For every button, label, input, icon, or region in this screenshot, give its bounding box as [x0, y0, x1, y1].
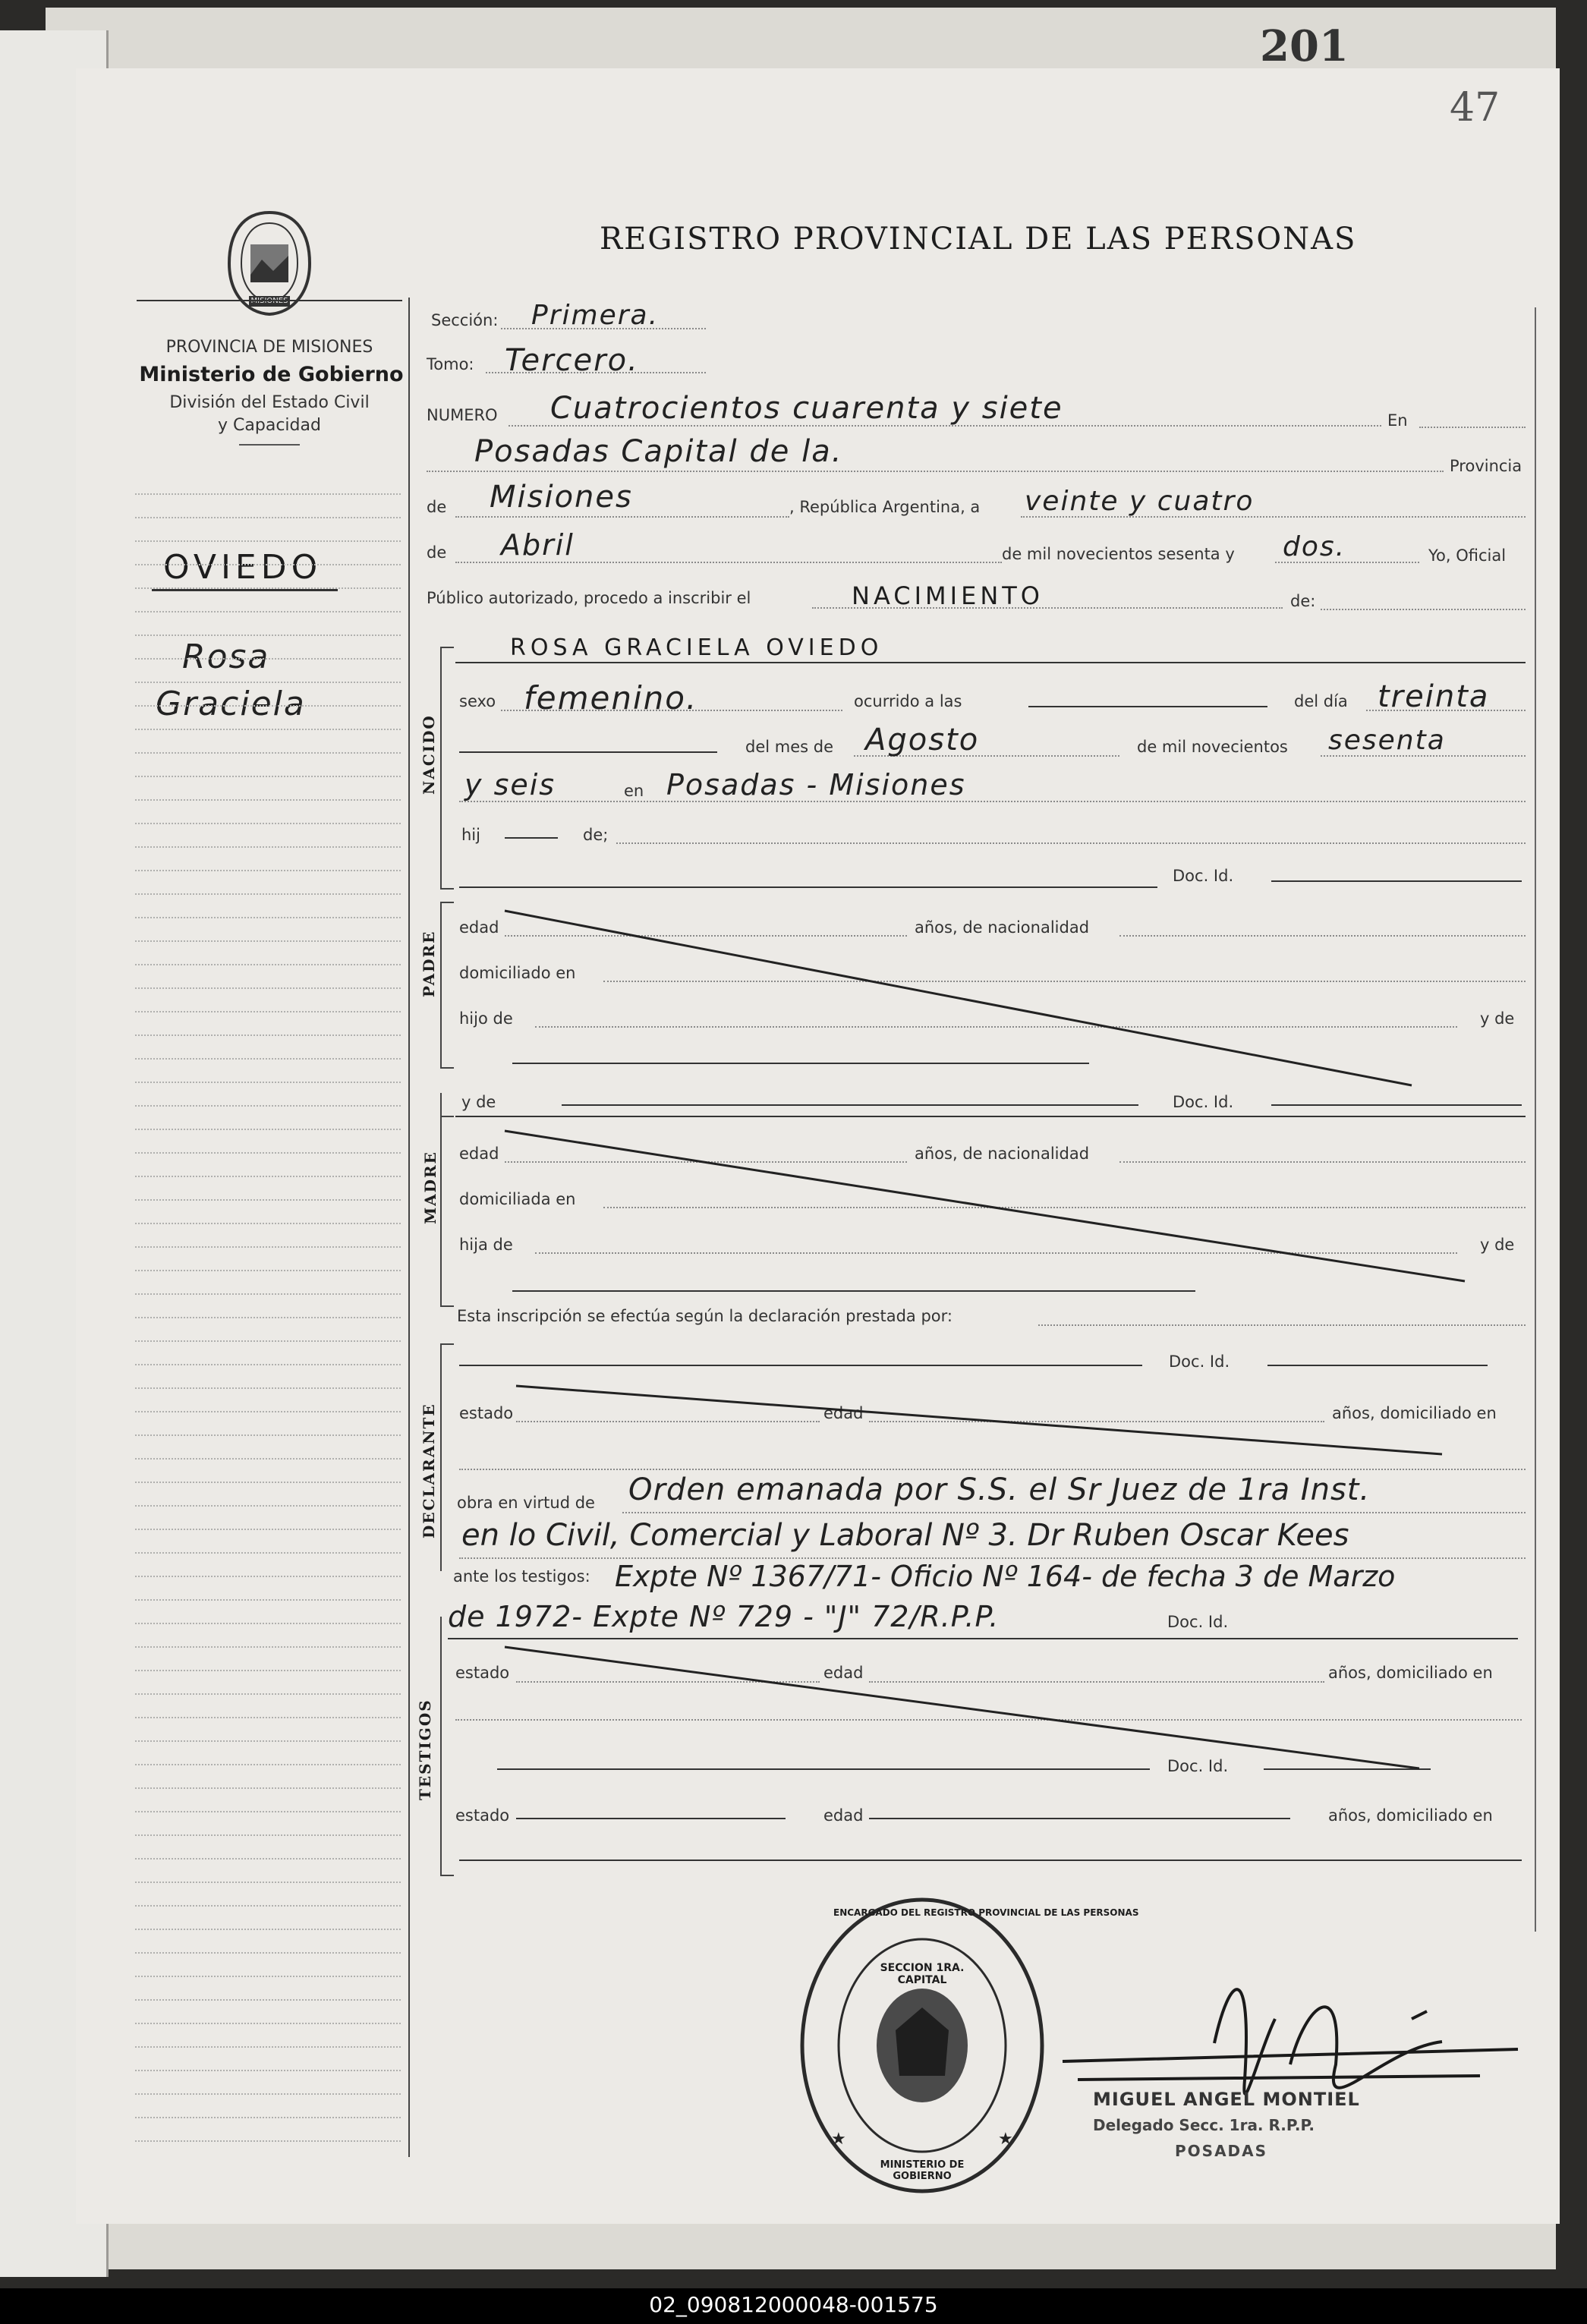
madre-edad-label: edad [459, 1145, 499, 1163]
testigos-estado2-label: estado [455, 1806, 510, 1825]
testigos-intro: ante los testigos: [453, 1567, 590, 1586]
mes-value: Agosto [865, 723, 980, 757]
seal-ring-text: ENCARGADO DEL REGISTRO PROVINCIAL DE LAS PERSONAS [833, 1907, 1139, 1918]
given-name-2: Graciela [156, 685, 306, 723]
hij-de-label: de; [583, 826, 609, 844]
padre-yde-label: y de [1480, 1009, 1515, 1028]
hij-label: hij [461, 826, 480, 844]
madre-dom-label: domiciliada en [459, 1190, 576, 1208]
tomo-value: Tercero. [505, 343, 639, 378]
mes-label: del mes de [745, 738, 834, 756]
padre-section-label: PADRE [420, 930, 438, 997]
nacido-en-label: en [624, 782, 644, 800]
padre-yde2-label: y de [461, 1093, 496, 1111]
sexo-value: femenino. [524, 679, 698, 716]
top-page-number: 201 [1260, 21, 1349, 71]
provincia-label: Provincia [1450, 457, 1522, 475]
testigos-dom2-label: años, domiciliado en [1328, 1806, 1493, 1825]
madre-yde-label: y de [1480, 1236, 1515, 1254]
crest-label: MISIONES [250, 297, 288, 305]
declarante-intro: Esta inscripción se efectúa según la declaración prestada por: [457, 1307, 953, 1325]
seccion-label: Sección: [431, 311, 499, 329]
act-value: NACIMIENTO [852, 581, 1044, 610]
madre-hija-label: hija de [459, 1236, 513, 1254]
svg-text:★: ★ [998, 2130, 1013, 2149]
madre-nac-label: años, de nacionalidad [915, 1145, 1090, 1163]
padre-hijo-label: hijo de [459, 1009, 513, 1028]
footer-caption: 02_090812000048-001575 [649, 2292, 938, 2317]
testigos-doc-label: Doc. Id. [1167, 1757, 1229, 1775]
declarante-doc-label: Doc. Id. [1169, 1353, 1230, 1371]
sexo-label: sexo [459, 692, 496, 710]
oficial-label: Yo, Oficial [1428, 546, 1507, 565]
dia-value: treinta [1378, 679, 1490, 714]
seccion-value: Primera. [531, 300, 660, 331]
anio-value: sesenta [1328, 725, 1446, 756]
padre-doc-label: Doc. Id. [1173, 1093, 1234, 1111]
signatory-role: Delegado Secc. 1ra. R.P.P. [1093, 2116, 1315, 2134]
obra-line-3: Expte Nº 1367/71- Oficio Nº 164- de fecha 3 de Marzo [615, 1560, 1396, 1593]
obra-line-2: en lo Civil, Comercial y Laboral Nº 3. Dr Ruben Oscar Kees [461, 1518, 1349, 1553]
numero-label: NUMERO [427, 406, 498, 424]
folio-number: 47 [1450, 85, 1500, 131]
padre-dom-label: domiciliado en [459, 964, 576, 982]
svg-text:★: ★ [831, 2130, 846, 2149]
anio2-value: y seis [464, 768, 556, 801]
numero-value: Cuatrocientos cuarenta y siete [550, 391, 1063, 426]
declarante-dom-label: años, domiciliado en [1332, 1404, 1497, 1422]
official-seal-stamp [797, 1894, 1139, 2197]
del-dia-label: del día [1294, 692, 1348, 710]
publico-label: Público autorizado, procedo a inscribir el [427, 589, 751, 607]
padre-edad-label: edad [459, 918, 499, 937]
ocurrido-label: ocurrido a las [854, 692, 962, 710]
seal-inner-text: SECCION 1RA. CAPITAL [880, 1962, 965, 1986]
nacido-doc-label: Doc. Id. [1173, 867, 1234, 885]
given-name-1: Rosa [182, 638, 270, 676]
declarante-section-label: DECLARANTE [420, 1403, 438, 1538]
de-label-1: de [427, 498, 447, 516]
madre-section-label: MADRE [421, 1151, 439, 1224]
de3-label: de: [1290, 592, 1316, 610]
obra-line-1: Orden emanada por S.S. el Sr Juez de 1ra Inst. [628, 1472, 1371, 1507]
division-label-1: División del Estado Civil [169, 393, 370, 412]
mil-label: de mil novecientos [1137, 738, 1288, 756]
year-value: dos. [1283, 531, 1346, 562]
province-label: PROVINCIA DE MISIONES [165, 338, 373, 357]
seal-bottom-text: MINISTERIO DE GOBIERNO [880, 2159, 965, 2182]
signatory-city: POSADAS [1175, 2142, 1268, 2160]
lugar-value: Posadas - Misiones [666, 768, 966, 801]
testigos-edad2-label: edad [823, 1806, 864, 1825]
testigos-edad-label: edad [823, 1664, 864, 1682]
month-value: Abril [501, 528, 575, 562]
province-value: Misiones [490, 480, 633, 515]
declarante-doc2-label: Doc. Id. [1167, 1613, 1229, 1631]
document-title: REGISTRO PROVINCIAL DE LAS PERSONAS [600, 222, 1357, 257]
obra-line-4: de 1972- Expte Nº 729 - "J" 72/R.P.P. [448, 1600, 1000, 1633]
testigos-dom-label: años, domiciliado en [1328, 1664, 1493, 1682]
declarante-estado-label: estado [459, 1404, 514, 1422]
en-label: En [1387, 411, 1408, 430]
tomo-label: Tomo: [427, 355, 474, 373]
padre-nac-label: años, de nacionalidad [915, 918, 1090, 937]
surname-value: OVIEDO [163, 548, 323, 587]
day-value: veinte y cuatro [1025, 486, 1255, 517]
testigos-estado-label: estado [455, 1664, 510, 1682]
republica-label: , República Argentina, a [789, 498, 981, 516]
nacido-name-value: ROSA GRACIELA OVIEDO [510, 635, 883, 661]
signatory-name: MIGUEL ANGEL MONTIEL [1093, 2089, 1360, 2110]
year-label: de mil novecientos sesenta y [1002, 545, 1235, 563]
testigos-section-label: TESTIGOS [416, 1699, 434, 1800]
division-label-2: y Capacidad [218, 416, 321, 435]
nacido-section-label: NACIDO [420, 714, 438, 795]
declarante-edad-label: edad [823, 1404, 864, 1422]
de-label-2: de [427, 543, 447, 562]
ministry-label: Ministerio de Gobierno [139, 363, 404, 386]
obra-label: obra en virtud de [457, 1494, 595, 1512]
place-value: Posadas Capital de la. [474, 434, 843, 469]
